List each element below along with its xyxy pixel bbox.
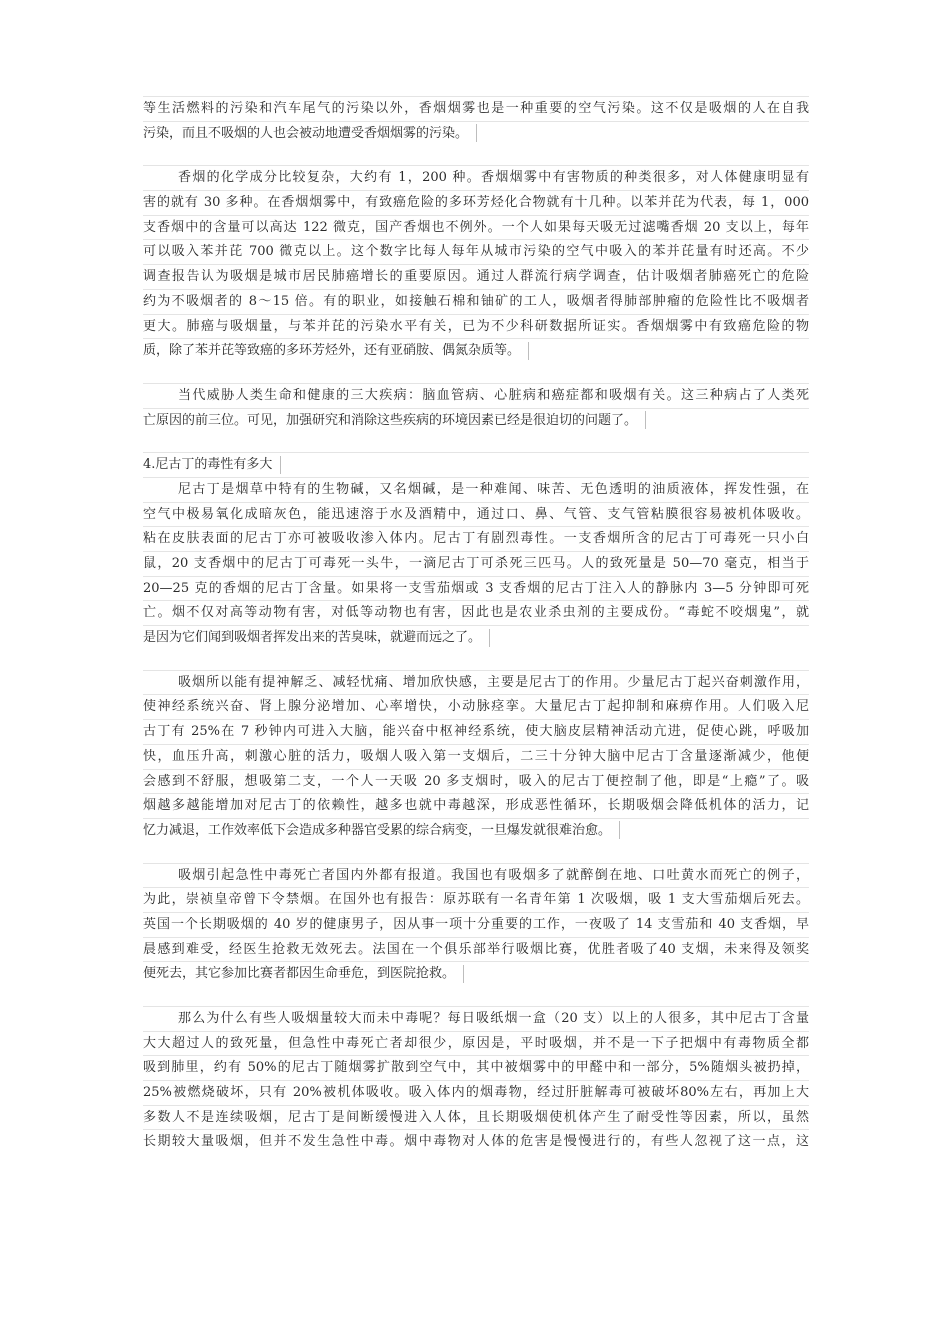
text-line: 古丁有 25%在 7 秒钟内可进入大脑，能兴奋中枢神经系统，使大脑皮层精神活动亢进，促使心跳，呼吸加 [143, 719, 809, 744]
text-line: 长期较大量吸烟，但并不发生急性中毒。烟中毒物对人体的危害是慢慢进行的，有些人忽视了这一点，这 [143, 1129, 809, 1154]
text-line: 鼠，20 支香烟中的尼古丁可毒死一头牛，一滴尼古丁可杀死三匹马。人的致死量是 50—70 毫克，相当于 [143, 551, 809, 576]
text-line: 吸烟引起急性中毒死亡者国内外都有报道。我国也有吸烟多了就醉倒在地、口吐黄水而死亡的例子， [143, 863, 809, 888]
text-line: 等生活燃料的污染和汽车尾气的污染以外，香烟烟雾也是一种重要的空气污染。这不仅是吸烟的人在自我 [143, 96, 809, 121]
text-line: 20—25 克的香烟的尼古丁含量。如果将一支雪茄烟或 3 支香烟的尼古丁注入人的静脉内 3—5 分钟即可死 [143, 576, 809, 601]
text-line: 大大超过人的致死量，但急性中毒死亡者却很少，原因是，平时吸烟，并不是一下子把烟中有毒物质全都 [143, 1031, 809, 1056]
text-line: 空气中极易氧化成暗灰色，能迅速溶于水及酒精中，通过口、鼻、气管、支气管粘膜很容易被机体吸收。 [143, 502, 809, 527]
text-line: 亡。烟不仅对高等动物有害，对低等动物也有害，因此也是农业杀虫剂的主要成份。“毒蛇不咬烟鬼”，就 [143, 600, 809, 625]
text-line: 烟越多越能增加对尼古丁的依赖性，越多也就中毒越深，形成恶性循环，长期吸烟会降低机体的活力，记 [143, 793, 809, 818]
text-line: 使神经系统兴奋、肾上腺分泌增加、心率增快，小动脉痉挛。大量尼古丁起抑制和麻痹作用。人们吸入尼 [143, 694, 809, 719]
text-line: 当代威胁人类生命和健康的三大疾病：脑血管病、心脏病和癌症都和吸烟有关。这三种病占了人类死 [143, 383, 809, 408]
text-line: 粘在皮肤表面的尼古丁亦可被吸收渗入体内。尼古丁有剧烈毒性。一支香烟所含的尼古丁可毒死一只小白 [143, 526, 809, 551]
text-line: 吸到肺里，约有 50%的尼古丁随烟雾扩散到空气中，其中被烟雾中的甲醛中和一部分，5%随烟头被扔掉， [143, 1055, 809, 1080]
text-line: 会感到不舒服，想吸第二支，一个人一天吸 20 多支烟时，吸入的尼古丁便控制了他，即是“上瘾”了。吸 [143, 769, 809, 794]
text-line: 英国一个长期吸烟的 40 岁的健康男子，因从事一项十分重要的工作，一夜吸了 14 支雪茄和 40 支香烟，早 [143, 912, 809, 937]
text-line: 便死去，其它参加比赛者都因生命垂危，到医院抢救。 [143, 961, 809, 986]
text-line: 害的就有 30 多种。在香烟烟雾中，有致癌危险的多环芳烃化合物就有十几种。以苯并芘为代表，每 1，000 [143, 190, 809, 215]
text-line: 快，血压升高，刺激心脏的活力，吸烟人吸入第一支烟后，二三十分钟大脑中尼古丁含量逐渐减少，他便 [143, 744, 809, 769]
text-line: 多数人不是连续吸烟，尼古丁是间断缓慢进入人体，且长期吸烟使机体产生了耐受性等因素，所以，虽然 [143, 1105, 809, 1130]
text-line: 香烟的化学成分比较复杂，大约有 1，200 种。香烟烟雾中有害物质的种类很多，对人体健康明显有 [143, 165, 809, 190]
paragraph-chemical-composition [143, 165, 809, 363]
text-line: 吸烟所以能有提神解乏、减轻忧痛、增加欣快感，主要是尼古丁的作用。少量尼古丁起兴奋刺激作用， [143, 670, 809, 695]
paragraph-air-pollution [143, 96, 809, 145]
text-line: 污染，而且不吸烟的人也会被动地遭受香烟烟雾的污染。 [143, 121, 809, 146]
text-line: 是因为它们闻到吸烟者挥发出来的苦臭味，就避而远之了。 [143, 625, 809, 650]
text-line: 更大。肺癌与吸烟量，与苯并芘的污染水平有关，已为不少科研数据所证实。香烟烟雾中有致癌危险的物 [143, 314, 809, 339]
section-heading: 4.尼古丁的毒性有多大 [143, 452, 809, 477]
text-line: 25%被燃烧破坏，只有 20%被机体吸收。吸入体内的烟毒物，经过肝脏解毒可被破坏80%左右，再加上大 [143, 1080, 809, 1105]
text-line: 质，除了苯并芘等致癌的多环芳烃外，还有亚硝胺、偶氮杂质等。 [143, 338, 809, 363]
text-line: 尼古丁是烟草中特有的生物碱，又名烟碱，是一种难闻、味苦、无色透明的油质液体，挥发性强，在 [143, 477, 809, 502]
paragraph-nicotine-effects [143, 670, 809, 843]
text-line: 亡原因的前三位。可见，加强研究和消除这些疾病的环境因素已经是很迫切的问题了。 [143, 408, 809, 433]
text-line: 支香烟中的含量可以高达 122 微克，国产香烟也不例外。一个人如果每天吸无过滤嘴香烟 20 支以上，每年 [143, 215, 809, 240]
paragraph-three-diseases [143, 383, 809, 432]
document-body [143, 96, 809, 1174]
section-nicotine-toxicity [143, 452, 809, 650]
paragraph-why-no-poisoning [143, 1006, 809, 1154]
paragraph-acute-poisoning [143, 863, 809, 986]
text-line: 为此，崇祯皇帝曾下令禁烟。在国外也有报告：原苏联有一名青年第 1 次吸烟，吸 1 支大雪茄烟后死去。 [143, 887, 809, 912]
text-line: 可以吸入苯并芘 700 微克以上。这个数字比每人每年从城市污染的空气中吸入的苯并芘量有时还高。不少 [143, 239, 809, 264]
text-line: 那么为什么有些人吸烟量较大而未中毒呢？每日吸纸烟一盒（20 支）以上的人很多，其中尼古丁含量 [143, 1006, 809, 1031]
text-line: 忆力减退，工作效率低下会造成多种器官受累的综合病变，一旦爆发就很难治愈。 [143, 818, 809, 843]
text-line: 调查报告认为吸烟是城市居民肺癌增长的重要原因。通过人群流行病学调查，估计吸烟者肺癌死亡的危险 [143, 264, 809, 289]
text-line: 约为不吸烟者的 8～15 倍。有的职业，如接触石棉和铀矿的工人，吸烟者得肺部肿瘤的危险性比不吸烟者 [143, 289, 809, 314]
text-line: 晨感到难受，经医生抢救无效死去。法国在一个俱乐部举行吸烟比赛，优胜者吸了40 支烟，未来得及领奖 [143, 937, 809, 962]
